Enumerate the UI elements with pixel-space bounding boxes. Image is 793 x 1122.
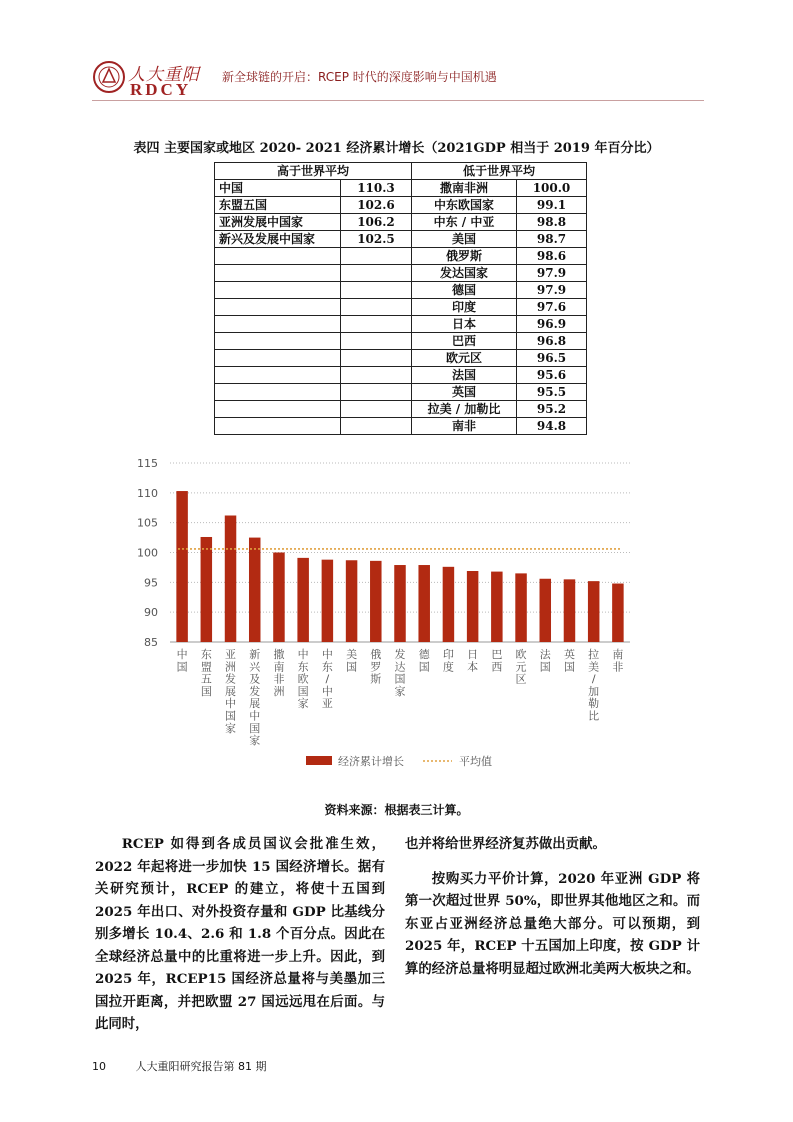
table-body	[215, 180, 587, 435]
table-row	[215, 316, 587, 333]
x-category-label: 斯	[370, 672, 382, 686]
x-category-label: 比	[588, 709, 600, 723]
below-average-region: 印度	[412, 299, 517, 316]
bar	[443, 567, 455, 642]
above-average-value: 102.5	[341, 231, 412, 248]
growth-bar-chart	[130, 455, 670, 785]
x-category-label: 洲	[273, 684, 285, 698]
below-average-region: 拉美 / 加勒比	[412, 401, 517, 418]
below-average-value: 98.8	[517, 214, 587, 231]
table-row	[215, 214, 587, 231]
below-average-value: 95.6	[517, 367, 587, 384]
bar	[418, 565, 430, 642]
below-average-region: 法国	[412, 367, 517, 384]
x-category-label: 国	[394, 672, 406, 686]
below-average-value: 97.6	[517, 299, 587, 316]
table-row	[215, 248, 587, 265]
x-category-label: 国	[297, 684, 309, 698]
x-category-label: 家	[297, 697, 309, 711]
below-average-region: 俄罗斯	[412, 248, 517, 265]
x-category-label: 东	[200, 648, 212, 661]
above-average-value	[341, 299, 412, 316]
below-average-region: 美国	[412, 231, 517, 248]
page-header	[0, 0, 793, 110]
y-tick-label: 95	[144, 576, 158, 590]
x-category-label: 日	[467, 648, 479, 661]
x-category-label: 国	[200, 684, 212, 698]
x-category-label: 美	[588, 660, 600, 674]
above-average-value	[341, 418, 412, 435]
above-average-region: 亚洲发展中国家	[215, 214, 341, 231]
bar	[273, 553, 285, 643]
above-average-value	[341, 265, 412, 282]
above-average-region	[215, 333, 341, 350]
bar	[540, 579, 552, 642]
above-average-region	[215, 367, 341, 384]
bar	[564, 579, 576, 642]
x-category-label: 家	[225, 721, 237, 735]
above-average-region	[215, 418, 341, 435]
legend-label-average: 平均值	[459, 755, 492, 768]
header-below-average: 低于世界平均	[412, 163, 587, 180]
x-category-label: 度	[442, 660, 454, 674]
below-average-value: 96.8	[517, 333, 587, 350]
x-category-label: 国	[539, 660, 551, 674]
bar	[612, 584, 624, 642]
paragraph: 按购买力平价计算，2020 年亚洲 GDP 将第一次超过世界 50%，即世界其他地区之和。而东亚占亚洲经济总量绝大部分。可以预期，到 2025 年，RCEP 十五国加上印度，按 GDP 计算的经济总量将明显超过欧洲北美两大板块之和。	[405, 870, 700, 977]
x-category-label: 元	[515, 660, 527, 674]
below-average-value: 99.1	[517, 197, 587, 214]
header-divider	[92, 100, 704, 101]
x-category-label: 德	[418, 648, 430, 661]
table-row	[215, 197, 587, 214]
table-row	[215, 180, 587, 197]
logo-chinese-text: 人大重阳	[128, 65, 200, 85]
x-category-label: 五	[200, 672, 212, 686]
table-title: 表四 主要国家或地区 2020- 2021 经济累计增长（2021GDP 相当于 2019 年百分比）	[133, 141, 660, 156]
x-category-label: 英	[563, 648, 575, 661]
x-category-label: 国	[225, 709, 237, 723]
above-average-region	[215, 299, 341, 316]
bar	[346, 560, 358, 642]
rdcy-logo	[92, 58, 212, 102]
above-average-region: 中国	[215, 180, 341, 197]
above-average-value	[341, 350, 412, 367]
x-category-label: 拉	[588, 648, 600, 661]
below-average-value: 98.6	[517, 248, 587, 265]
bar	[394, 565, 406, 642]
x-category-label: 本	[467, 660, 479, 674]
page-footer	[92, 1058, 267, 1074]
x-category-label: 国	[563, 660, 575, 674]
below-average-region: 德国	[412, 282, 517, 299]
bar	[297, 558, 309, 642]
header-above-average: 高于世界平均	[215, 163, 412, 180]
x-category-label: 发	[249, 684, 261, 698]
above-average-region	[215, 316, 341, 333]
x-category-label: 法	[539, 648, 551, 661]
y-tick-label: 105	[137, 516, 158, 530]
above-average-region	[215, 265, 341, 282]
table-row	[215, 401, 587, 418]
x-category-label: 亚	[225, 648, 237, 661]
table-row	[215, 384, 587, 401]
x-category-label: 盟	[200, 660, 212, 674]
x-category-label: 国	[418, 660, 430, 674]
x-category-label: 巴	[491, 648, 503, 661]
above-average-region	[215, 384, 341, 401]
x-category-label: 罗	[370, 660, 382, 674]
x-category-label: 中	[321, 684, 333, 698]
table-row	[215, 333, 587, 350]
above-average-region	[215, 350, 341, 367]
growth-table	[214, 162, 587, 435]
y-tick-label: 100	[137, 546, 158, 560]
bar	[176, 491, 188, 642]
x-category-label: 展	[225, 684, 237, 698]
x-category-label: /	[591, 672, 596, 686]
x-category-label: 欧	[515, 648, 527, 661]
x-category-label: 东	[321, 660, 333, 674]
above-average-region	[215, 282, 341, 299]
bar	[515, 573, 527, 642]
table-row	[215, 367, 587, 384]
body-column-left	[95, 833, 385, 1036]
x-category-label: 南	[273, 660, 285, 674]
table-row	[215, 265, 587, 282]
x-category-label: 国	[346, 660, 358, 674]
below-average-value: 96.5	[517, 350, 587, 367]
below-average-value: 95.5	[517, 384, 587, 401]
below-average-region: 日本	[412, 316, 517, 333]
below-average-value: 98.7	[517, 231, 587, 248]
x-category-label: 中	[297, 648, 309, 661]
x-category-label: 家	[394, 684, 406, 698]
bar	[370, 561, 382, 642]
legend-label-growth: 经济累计增长	[338, 755, 404, 768]
above-average-value	[341, 316, 412, 333]
x-category-label: 区	[515, 672, 527, 686]
bar	[322, 560, 334, 642]
x-category-label: 欧	[297, 672, 309, 686]
x-category-label: 家	[249, 734, 261, 748]
above-average-value	[341, 248, 412, 265]
below-average-region: 撒南非洲	[412, 180, 517, 197]
x-category-label: 非	[612, 660, 624, 674]
x-category-label: 中	[321, 648, 333, 661]
x-category-label: 撒	[273, 648, 285, 661]
above-average-region: 新兴及发展中国家	[215, 231, 341, 248]
below-average-region: 发达国家	[412, 265, 517, 282]
below-average-region: 中东欧国家	[412, 197, 517, 214]
x-category-label: 美	[346, 648, 358, 661]
above-average-value: 102.6	[341, 197, 412, 214]
below-average-value: 95.2	[517, 401, 587, 418]
x-category-label: 加	[588, 684, 600, 698]
above-average-value	[341, 401, 412, 418]
y-tick-label: 115	[137, 457, 158, 470]
below-average-region: 英国	[412, 384, 517, 401]
above-average-region	[215, 401, 341, 418]
x-category-label: 东	[297, 660, 309, 674]
x-category-label: /	[325, 672, 330, 686]
y-tick-label: 110	[137, 486, 158, 500]
y-tick-label: 85	[144, 636, 158, 649]
table-header-row	[215, 163, 587, 180]
logo-emblem-icon	[92, 60, 126, 94]
x-category-label: 兴	[249, 660, 261, 674]
x-category-label: 国	[176, 660, 188, 674]
table-row	[215, 418, 587, 435]
x-category-label: 国	[249, 721, 261, 735]
chart-canvas	[130, 455, 670, 785]
x-category-label: 俄	[370, 648, 382, 661]
x-category-label: 洲	[225, 660, 237, 674]
x-category-label: 西	[491, 660, 503, 674]
above-average-value	[341, 333, 412, 350]
x-category-label: 中	[249, 709, 261, 723]
table-row	[215, 299, 587, 316]
above-average-value	[341, 384, 412, 401]
y-tick-label: 90	[144, 606, 158, 620]
below-average-value: 97.9	[517, 265, 587, 282]
bar	[201, 537, 213, 642]
paragraph: 也并将给世界经济复苏做出贡献。	[405, 836, 606, 852]
x-category-label: 非	[273, 672, 285, 686]
page-number: 10	[92, 1060, 106, 1073]
above-average-value	[341, 282, 412, 299]
paragraph: RCEP 如得到各成员国议会批准生效，2022 年起将进一步加快 15 国经济增长。据有关研究预计，RCEP 的建立，将使十五国到 2025 年出口、对外投资存量和 GDP 比基线分别多增长 10.4、2.6 和 1.8 个百分点。因此在全球经济总量中的比重将进一步上升。因此，到 2025 年，RCEP15 国经济总量将与美墨加三国拉开距离，并把欧盟 27 国远远甩在后面。与此同时，	[95, 836, 385, 1032]
table-row	[215, 350, 587, 367]
above-average-region	[215, 248, 341, 265]
x-category-label: 展	[249, 697, 261, 711]
bar	[225, 516, 237, 642]
above-average-value: 110.3	[341, 180, 412, 197]
logo-english-text: RDCY	[130, 80, 192, 99]
x-category-label: 新	[249, 648, 261, 661]
legend-swatch-growth	[306, 756, 332, 765]
x-category-label: 南	[612, 648, 624, 661]
x-category-label: 勒	[588, 697, 600, 711]
publication-name: 人大重阳研究报告第 81 期	[135, 1060, 267, 1073]
table-row	[215, 231, 587, 248]
below-average-value: 100.0	[517, 180, 587, 197]
bar	[491, 572, 503, 642]
x-category-label: 中	[225, 697, 237, 711]
x-category-label: 及	[249, 672, 261, 686]
below-average-region: 中东 / 中亚	[412, 214, 517, 231]
above-average-value: 106.2	[341, 214, 412, 231]
source-note: 资料来源：根据表三计算。	[324, 803, 469, 817]
body-column-right	[405, 833, 700, 980]
above-average-value	[341, 367, 412, 384]
below-average-value: 97.9	[517, 282, 587, 299]
bar	[467, 571, 479, 642]
below-average-value: 94.8	[517, 418, 587, 435]
table-row	[215, 282, 587, 299]
below-average-region: 巴西	[412, 333, 517, 350]
bar	[249, 538, 261, 642]
x-category-label: 亚	[321, 697, 333, 711]
below-average-region: 欧元区	[412, 350, 517, 367]
below-average-region: 南非	[412, 418, 517, 435]
x-category-label: 印	[442, 648, 454, 661]
x-category-label: 发	[394, 648, 406, 661]
above-average-region: 东盟五国	[215, 197, 341, 214]
bar	[588, 581, 600, 642]
running-title: 新全球链的开启：RCEP 时代的深度影响与中国机遇	[222, 70, 497, 84]
x-category-label: 中	[176, 648, 188, 661]
x-category-label: 发	[225, 672, 237, 686]
x-category-label: 达	[394, 660, 406, 674]
below-average-value: 96.9	[517, 316, 587, 333]
